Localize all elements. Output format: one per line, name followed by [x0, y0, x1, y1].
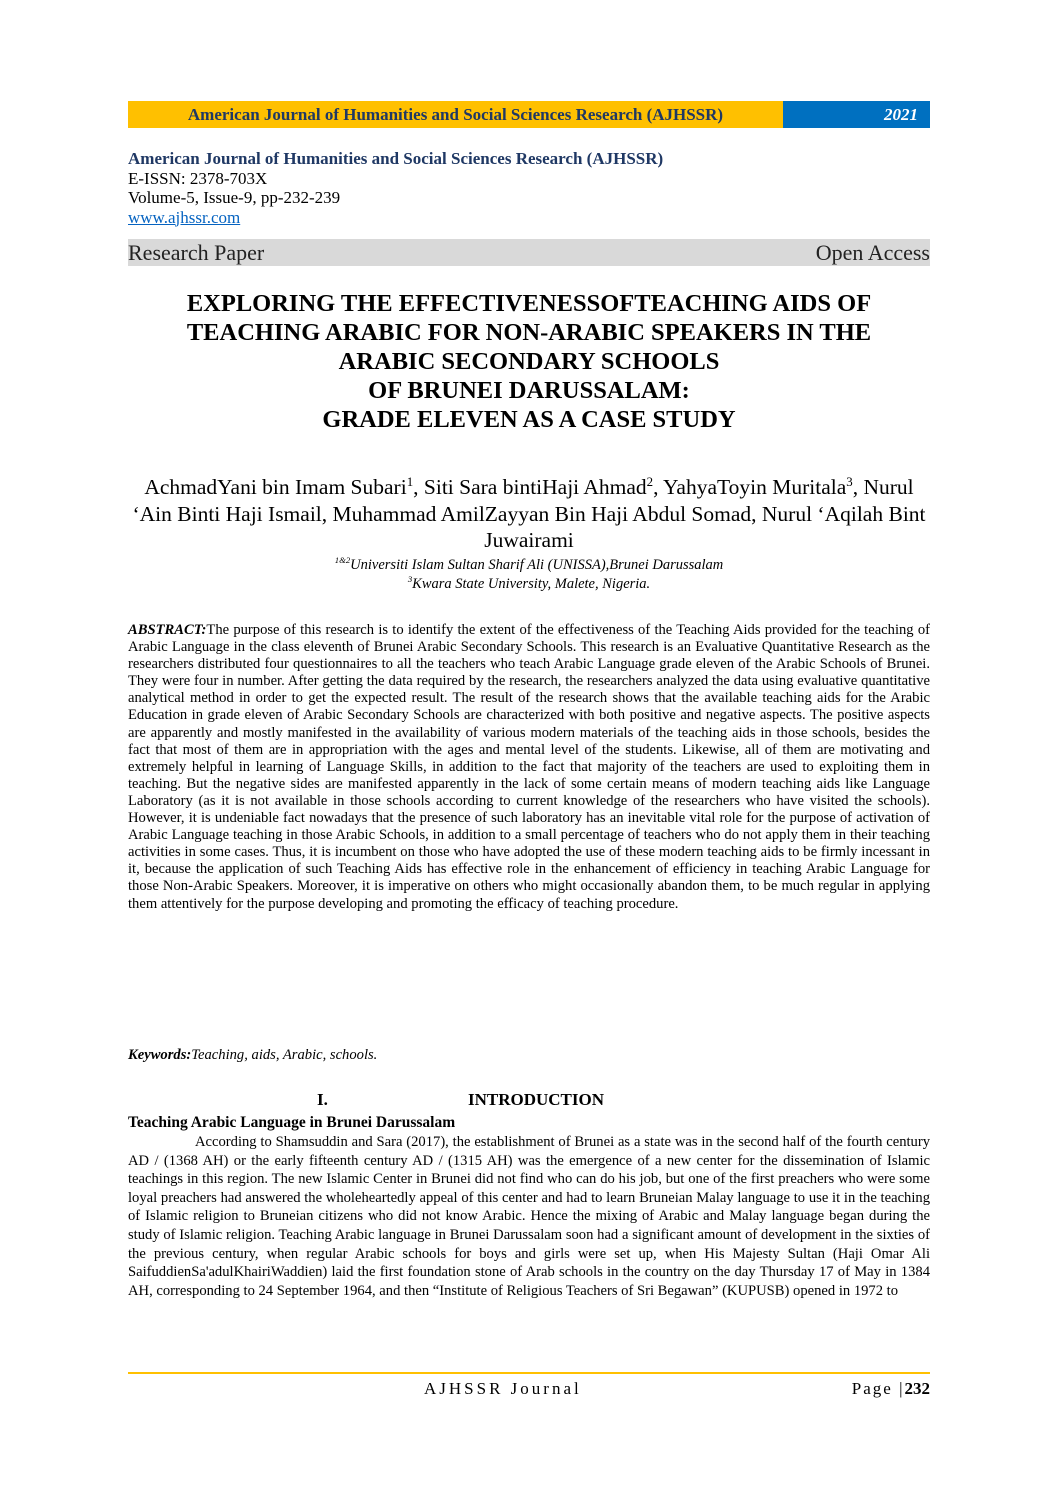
paper-type-bar [128, 239, 930, 266]
section-title: INTRODUCTION [468, 1090, 605, 1109]
keywords-text: Teaching, aids, Arabic, schools. [191, 1047, 378, 1063]
journal-full-name: American Journal of Humanities and Social Sciences Research (AJHSSR) [128, 149, 664, 168]
paper-type: Research Paper [128, 240, 265, 265]
title-line: ARABIC SECONDARY SCHOOLS [338, 348, 720, 375]
affiliation-text: Universiti Islam Sultan Sharif Ali (UNISSA),Brunei Darussalam [350, 557, 724, 573]
body-paragraph: According to Shamsuddin and Sara (2017), the establishment of Brunei as a state was in the second half of the fourth century AD / (1368 AH) or the early fifteenth century AD / (1315 AH) was the emergence of a new center for the dissemination of Islamic teachings in this region. The new Islamic Center in Brunei did not find who can do his job, but one of the first preachers who were some loyal preachers had answered the wholeheartedly appeal of this center and had to learn Bruneian Malay language to use it in the teaching of Islamic religion to Bruneian citizens who did not know Arabic. Hence the mixing of Arabic and Malay language began during the study of Islamic religion. Teaching Arabic language in Brunei Darussalam soon had a significant amount of development in the sixties of the previous century, when regular Arabic schools for boys and girls were set up, when His Majesty Sultan (Haji Omar Ali SaifuddienSa'adulKhairiWaddien) laid the first foundation stone of Arab schools in the country on the day Thursday 17 of May in 1384 AH, corresponding to 24 September 1964, and then “Institute of Religious Teachers of Sri Begawan” (KUPUSB) opened in 1972 to [128, 1134, 930, 1299]
abstract-text: The purpose of this research is to identify the extent of the effectiveness of the Teaching Aids provided for the teaching of Arabic Language in the class eleventh of Brunei Arabic Secondary Schools. This research is an Evaluative Quantitative Research as the researchers distributed four questionnaires to all the teachers who teach Arabic Language grade eleven of the Arabic Schools of Brunei. They were four in number. After getting the data required by the research, the researchers analyzed the data using evaluative quantitative analytical method in order to get the expected result. The result of the research shows that the available teaching aids for the Arabic Education in grade eleven of Arabic Secondary Schools are characterized with both positive and negative aspects. The positive aspects are apparently and mostly manifested in the availability of various modern materials of the teaching aids in those schools, besides the fact that most of them are in appropriation with the ages and mental level of the students. Likewise, all of them are motivating and extremely helpful in learning of Language Skills, in addition to the fact that majority of the teachers are used to exploiting them in teaching. But the negative sides are manifested apparently in the lack of some certain means of modern teaching aids like Language Laboratory (as it is not available in those schools according to current knowledge of the researchers who have visited the schools). However, it is undeniable fact nowadays that the presence of such laboratory has an inevitable vital role for the purpose of activation of Arabic Language teaching in those Arabic Schools, in addition to a small percentage of teachers who do not apply them in their teaching activities in some cases. Thus, it is incumbent on those who have adopted the use of these modern teaching aids to be firmly incessant in it, because the application of such Teaching Aids has effective role in the enhancement of efficiency in teaching Arabic Language for those Non-Arabic Speakers. Moreover, it is imperative on others who might occasionally abandon them, to be much regular in applying them attentively for the purpose developing and promoting the efficacy of teaching procedure. [128, 622, 930, 912]
footer-page [852, 1378, 930, 1400]
journal-meta [128, 149, 930, 227]
keywords-label: Keywords: [128, 1047, 192, 1063]
title-line: GRADE ELEVEN AS A CASE STUDY [322, 406, 736, 433]
title-line: EXPLORING THE EFFECTIVENESSOFTEACHING AIDS OF [186, 290, 872, 317]
footer-divider [128, 1372, 930, 1374]
author-name: , Siti Sara bintiHaji Ahmad [413, 475, 647, 499]
website-link[interactable]: www.ajhssr.com [128, 207, 241, 227]
issn: E-ISSN: 2378-703X [128, 168, 268, 188]
subsection-heading: Teaching Arabic Language in Brunei Darussalam [128, 1114, 456, 1131]
author-name: , Nurul ‘Ain Binti Haji Ismail, Muhammad AmilZayyan Bin Haji Abdul Somad, Nurul ‘Aqilah Bint Juwairami [132, 475, 926, 552]
author-sup: 3 [846, 474, 853, 489]
author-sup: 1 [406, 474, 414, 489]
volume-issue: Volume-5, Issue-9, pp-232-239 [128, 188, 341, 207]
abstract [128, 622, 930, 913]
paper-title [118, 289, 940, 434]
journal-header-bar [128, 101, 930, 128]
affiliation [128, 556, 930, 575]
section-number: I. [317, 1090, 328, 1109]
abstract-label: ABSTRACT: [128, 622, 207, 638]
footer-journal: AJHSSR Journal [424, 1379, 582, 1398]
author-list [128, 474, 930, 554]
title-line: OF BRUNEI DARUSSALAM: [368, 377, 690, 404]
affiliations [128, 556, 930, 594]
affiliation-text: Kwara State University, Malete, Nigeria. [412, 576, 651, 592]
title-line: TEACHING ARABIC FOR NON-ARABIC SPEAKERS IN THE [186, 319, 872, 346]
page-number: 232 [904, 1379, 930, 1398]
keywords [128, 1046, 930, 1064]
header-year: 2021 [783, 101, 930, 128]
affiliation-sup: 3 [407, 574, 413, 585]
author-name: AchmadYani bin Imam Subari [144, 475, 407, 499]
affiliation-sup: 1&2 [334, 555, 351, 566]
page-label: Page | [851, 1379, 905, 1398]
header-journal-name: American Journal of Humanities and Social Sciences Research (AJHSSR) [128, 101, 783, 128]
access-type: Open Access [815, 240, 930, 265]
author-name: , YahyaToyin Muritala [653, 475, 847, 499]
affiliation [128, 575, 930, 594]
author-sup: 2 [646, 474, 654, 489]
